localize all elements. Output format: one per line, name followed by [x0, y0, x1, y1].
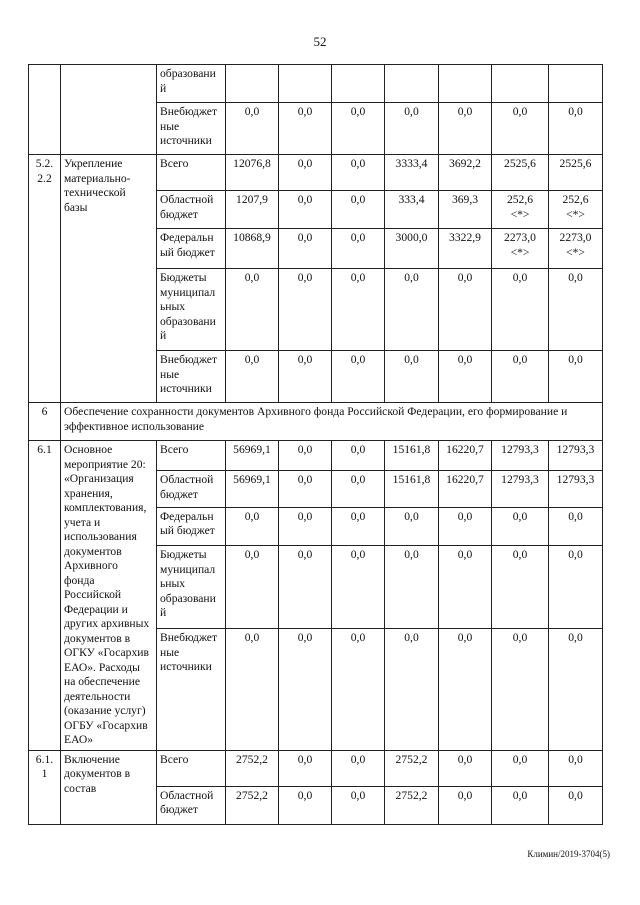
amount-cell: 0,0	[226, 507, 279, 545]
amount-cell: 0,0	[332, 191, 385, 229]
amount-cell: 0,0	[226, 269, 279, 351]
item-code: 6.1	[29, 441, 61, 751]
table-row	[29, 441, 603, 471]
amount-cell: 0,0	[492, 269, 549, 351]
item-code: 6.1. 1	[29, 750, 61, 824]
amount-cell: 0,0	[439, 629, 492, 750]
amount-cell: 2525,6	[549, 155, 603, 191]
amount-cell: 0,0	[332, 507, 385, 545]
amount-cell: 0,0	[279, 507, 332, 545]
amount-cell: 2752,2	[385, 750, 439, 786]
table-row	[29, 155, 603, 191]
funding-source: Внебюджет ные источники	[157, 351, 226, 403]
amount-cell	[226, 65, 279, 103]
amount-cell: 0,0	[332, 441, 385, 471]
amount-cell: 0,0	[332, 750, 385, 786]
amount-cell: 0,0	[492, 546, 549, 629]
funding-source: Всего	[157, 441, 226, 471]
amount-cell: 0,0	[549, 351, 603, 403]
item-code-cell	[29, 65, 61, 155]
amount-cell: 0,0	[279, 191, 332, 229]
amount-cell: 0,0	[492, 103, 549, 155]
amount-cell: 12076,8	[226, 155, 279, 191]
budget-table	[28, 64, 603, 825]
amount-cell: 0,0	[549, 629, 603, 750]
section-title: Обеспечение сохранности документов Архивного фонда Российской Федерации, его формирование и эффективное использование	[61, 403, 603, 441]
amount-cell: 15161,8	[385, 471, 439, 507]
table-row	[29, 65, 603, 103]
funding-source: Областной бюджет	[157, 471, 226, 507]
amount-cell: 0,0	[549, 269, 603, 351]
funding-source: Внебюджет ные источники	[157, 103, 226, 155]
amount-cell: 0,0	[492, 629, 549, 750]
amount-cell: 252,6 <*>	[549, 191, 603, 229]
amount-cell: 0,0	[332, 269, 385, 351]
amount-cell: 0,0	[549, 507, 603, 545]
funding-source: Бюджеты муниципал ьных образовани й	[157, 269, 226, 351]
amount-cell: 2752,2	[385, 786, 439, 824]
funding-source: Федеральн ый бюджет	[157, 229, 226, 269]
amount-cell: 1207,9	[226, 191, 279, 229]
amount-cell: 0,0	[226, 351, 279, 403]
amount-cell: 12793,3	[549, 471, 603, 507]
amount-cell: 0,0	[279, 750, 332, 786]
amount-cell: 0,0	[439, 269, 492, 351]
amount-cell: 2752,2	[226, 750, 279, 786]
amount-cell: 0,0	[549, 786, 603, 824]
amount-cell: 0,0	[439, 351, 492, 403]
funding-source: Внебюджет ные источники	[157, 629, 226, 750]
amount-cell: 0,0	[332, 351, 385, 403]
amount-cell: 16220,7	[439, 471, 492, 507]
amount-cell	[385, 65, 439, 103]
amount-cell: 3333,4	[385, 155, 439, 191]
amount-cell: 0,0	[492, 507, 549, 545]
amount-cell: 0,0	[279, 629, 332, 750]
amount-cell: 0,0	[439, 786, 492, 824]
section-code: 6	[29, 403, 61, 441]
amount-cell: 0,0	[549, 546, 603, 629]
amount-cell: 2273,0 <*>	[549, 229, 603, 269]
amount-cell: 0,0	[439, 750, 492, 786]
amount-cell: 0,0	[332, 103, 385, 155]
item-name: Укрепление материально- технической базы	[61, 155, 157, 403]
amount-cell: 0,0	[385, 103, 439, 155]
amount-cell: 252,6 <*>	[492, 191, 549, 229]
funding-source: Бюджеты муниципал ьных образовани й	[157, 546, 226, 629]
amount-cell: 16220,7	[439, 441, 492, 471]
amount-cell: 0,0	[279, 103, 332, 155]
amount-cell: 2525,6	[492, 155, 549, 191]
amount-cell: 12793,3	[492, 471, 549, 507]
amount-cell: 0,0	[279, 471, 332, 507]
amount-cell: 0,0	[279, 786, 332, 824]
amount-cell	[549, 65, 603, 103]
amount-cell: 0,0	[332, 786, 385, 824]
amount-cell: 0,0	[279, 441, 332, 471]
amount-cell: 2273,0 <*>	[492, 229, 549, 269]
amount-cell: 0,0	[385, 351, 439, 403]
amount-cell: 0,0	[279, 155, 332, 191]
amount-cell: 15161,8	[385, 441, 439, 471]
amount-cell: 369,3	[439, 191, 492, 229]
funding-source: Всего	[157, 750, 226, 786]
item-name-cell	[61, 65, 157, 155]
amount-cell: 0,0	[549, 103, 603, 155]
amount-cell: 12793,3	[492, 441, 549, 471]
amount-cell: 0,0	[492, 786, 549, 824]
amount-cell: 0,0	[279, 546, 332, 629]
amount-cell: 0,0	[226, 546, 279, 629]
amount-cell: 0,0	[492, 351, 549, 403]
funding-source: Областной бюджет	[157, 191, 226, 229]
amount-cell: 0,0	[226, 629, 279, 750]
amount-cell: 0,0	[549, 750, 603, 786]
amount-cell: 0,0	[492, 750, 549, 786]
amount-cell: 3000,0	[385, 229, 439, 269]
amount-cell: 0,0	[279, 229, 332, 269]
amount-cell	[332, 65, 385, 103]
item-name: Включение документов в состав	[61, 750, 157, 824]
amount-cell: 3692,2	[439, 155, 492, 191]
page-number: 52	[313, 34, 327, 49]
amount-cell	[439, 65, 492, 103]
amount-cell: 333,4	[385, 191, 439, 229]
amount-cell: 0,0	[226, 103, 279, 155]
amount-cell: 0,0	[439, 546, 492, 629]
table-row	[29, 403, 603, 441]
funding-source: Федеральн ый бюджет	[157, 507, 226, 545]
table-row	[29, 750, 603, 786]
amount-cell: 0,0	[332, 155, 385, 191]
funding-source: образовани й	[157, 65, 226, 103]
amount-cell: 0,0	[279, 269, 332, 351]
funding-source: Областной бюджет	[157, 786, 226, 824]
item-name: Основное мероприятие 20: «Организация хранения, комплектования, учета и использования документов Архивного фонда Российской Федерации и других архивных документов в ОГКУ «Госархив ЕАО». Расходы на обеспечение деятельности (оказание услуг) ОГБУ «Госархив ЕАО»	[61, 441, 157, 751]
amount-cell: 12793,3	[549, 441, 603, 471]
amount-cell: 2752,2	[226, 786, 279, 824]
document-footer-code: Климин/2019-3704(5)	[527, 849, 610, 859]
amount-cell: 0,0	[439, 507, 492, 545]
amount-cell	[492, 65, 549, 103]
amount-cell: 0,0	[332, 229, 385, 269]
amount-cell: 0,0	[332, 471, 385, 507]
amount-cell: 56969,1	[226, 471, 279, 507]
amount-cell: 0,0	[385, 629, 439, 750]
amount-cell	[279, 65, 332, 103]
amount-cell: 0,0	[279, 351, 332, 403]
amount-cell: 0,0	[332, 629, 385, 750]
amount-cell: 0,0	[439, 103, 492, 155]
amount-cell: 3322,9	[439, 229, 492, 269]
amount-cell: 0,0	[385, 507, 439, 545]
amount-cell: 0,0	[332, 546, 385, 629]
amount-cell: 56969,1	[226, 441, 279, 471]
amount-cell: 10868,9	[226, 229, 279, 269]
funding-source: Всего	[157, 155, 226, 191]
amount-cell: 0,0	[385, 269, 439, 351]
amount-cell: 0,0	[385, 546, 439, 629]
item-code: 5.2. 2.2	[29, 155, 61, 403]
